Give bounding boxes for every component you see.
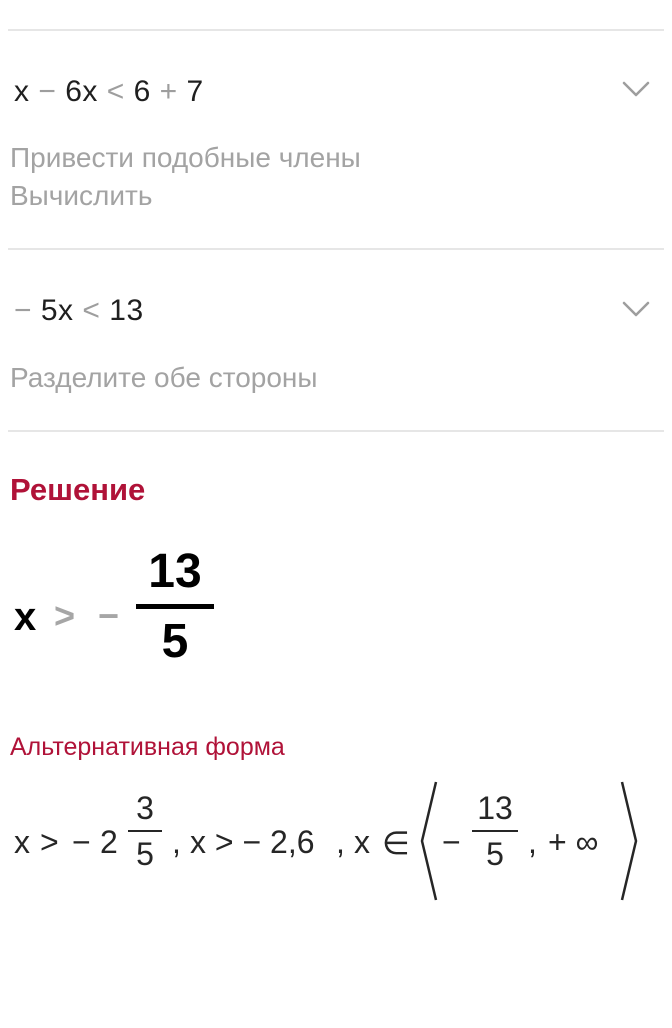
step-hint: Разделите обе стороны	[10, 362, 318, 393]
step-hint: Привести подобные члены	[10, 142, 361, 173]
less-than-operator: <	[82, 294, 101, 327]
mixed-fraction	[128, 790, 162, 872]
fraction-bar	[136, 604, 214, 609]
minus-operator: −	[72, 824, 91, 860]
fraction-denominator: 5	[486, 836, 504, 872]
step-1-expression	[14, 75, 204, 109]
solution-fraction	[136, 545, 214, 669]
fraction-bar	[472, 830, 518, 832]
fraction-numerator: 13	[148, 545, 202, 598]
solution-expression	[14, 545, 274, 685]
fraction-numerator: 3	[136, 790, 154, 826]
step-divider	[8, 430, 664, 432]
term: 5x	[40, 294, 74, 327]
term: 6x	[65, 75, 98, 108]
chevron-down-icon[interactable]	[622, 80, 650, 98]
fraction-denominator: 5	[161, 615, 189, 668]
right-angle-bracket-icon	[620, 780, 640, 902]
alternative-form-title: Альтернативная форма	[10, 733, 285, 761]
whole-part: 2	[100, 824, 118, 860]
term: 6	[133, 75, 151, 108]
variable: x	[14, 824, 30, 860]
minus-operator: −	[38, 75, 57, 108]
separator: ,	[528, 824, 537, 860]
separator: ,	[336, 824, 345, 860]
variable: x	[354, 824, 370, 860]
left-angle-bracket-icon	[418, 780, 438, 902]
fraction-denominator: 5	[136, 836, 154, 872]
interval-fraction	[472, 790, 518, 872]
step-2-expression	[14, 294, 144, 328]
alternative-form-expression	[14, 776, 664, 906]
element-of-symbol: ∈	[382, 825, 410, 861]
decimal-form: x > − 2,6	[190, 824, 315, 860]
separator: ,	[172, 824, 181, 860]
upper-bound: + ∞	[548, 824, 599, 860]
term: 13	[109, 294, 144, 327]
fraction-bar	[128, 830, 162, 832]
plus-operator: +	[159, 75, 178, 108]
greater-than-operator: >	[40, 824, 59, 860]
minus-operator: −	[442, 824, 461, 860]
term: 7	[186, 75, 204, 108]
chevron-down-icon[interactable]	[622, 300, 650, 318]
greater-than-operator: >	[54, 595, 76, 636]
solution-title: Решение	[10, 472, 146, 507]
minus-operator: −	[14, 294, 33, 327]
term: x	[14, 75, 30, 108]
less-than-operator: <	[106, 75, 125, 108]
step-hint: Вычислить	[10, 180, 153, 211]
step-2[interactable]	[0, 250, 672, 430]
step-1[interactable]	[0, 30, 672, 250]
fraction-numerator: 13	[477, 790, 513, 826]
minus-operator: −	[98, 595, 120, 636]
solution-variable: x	[14, 595, 37, 639]
